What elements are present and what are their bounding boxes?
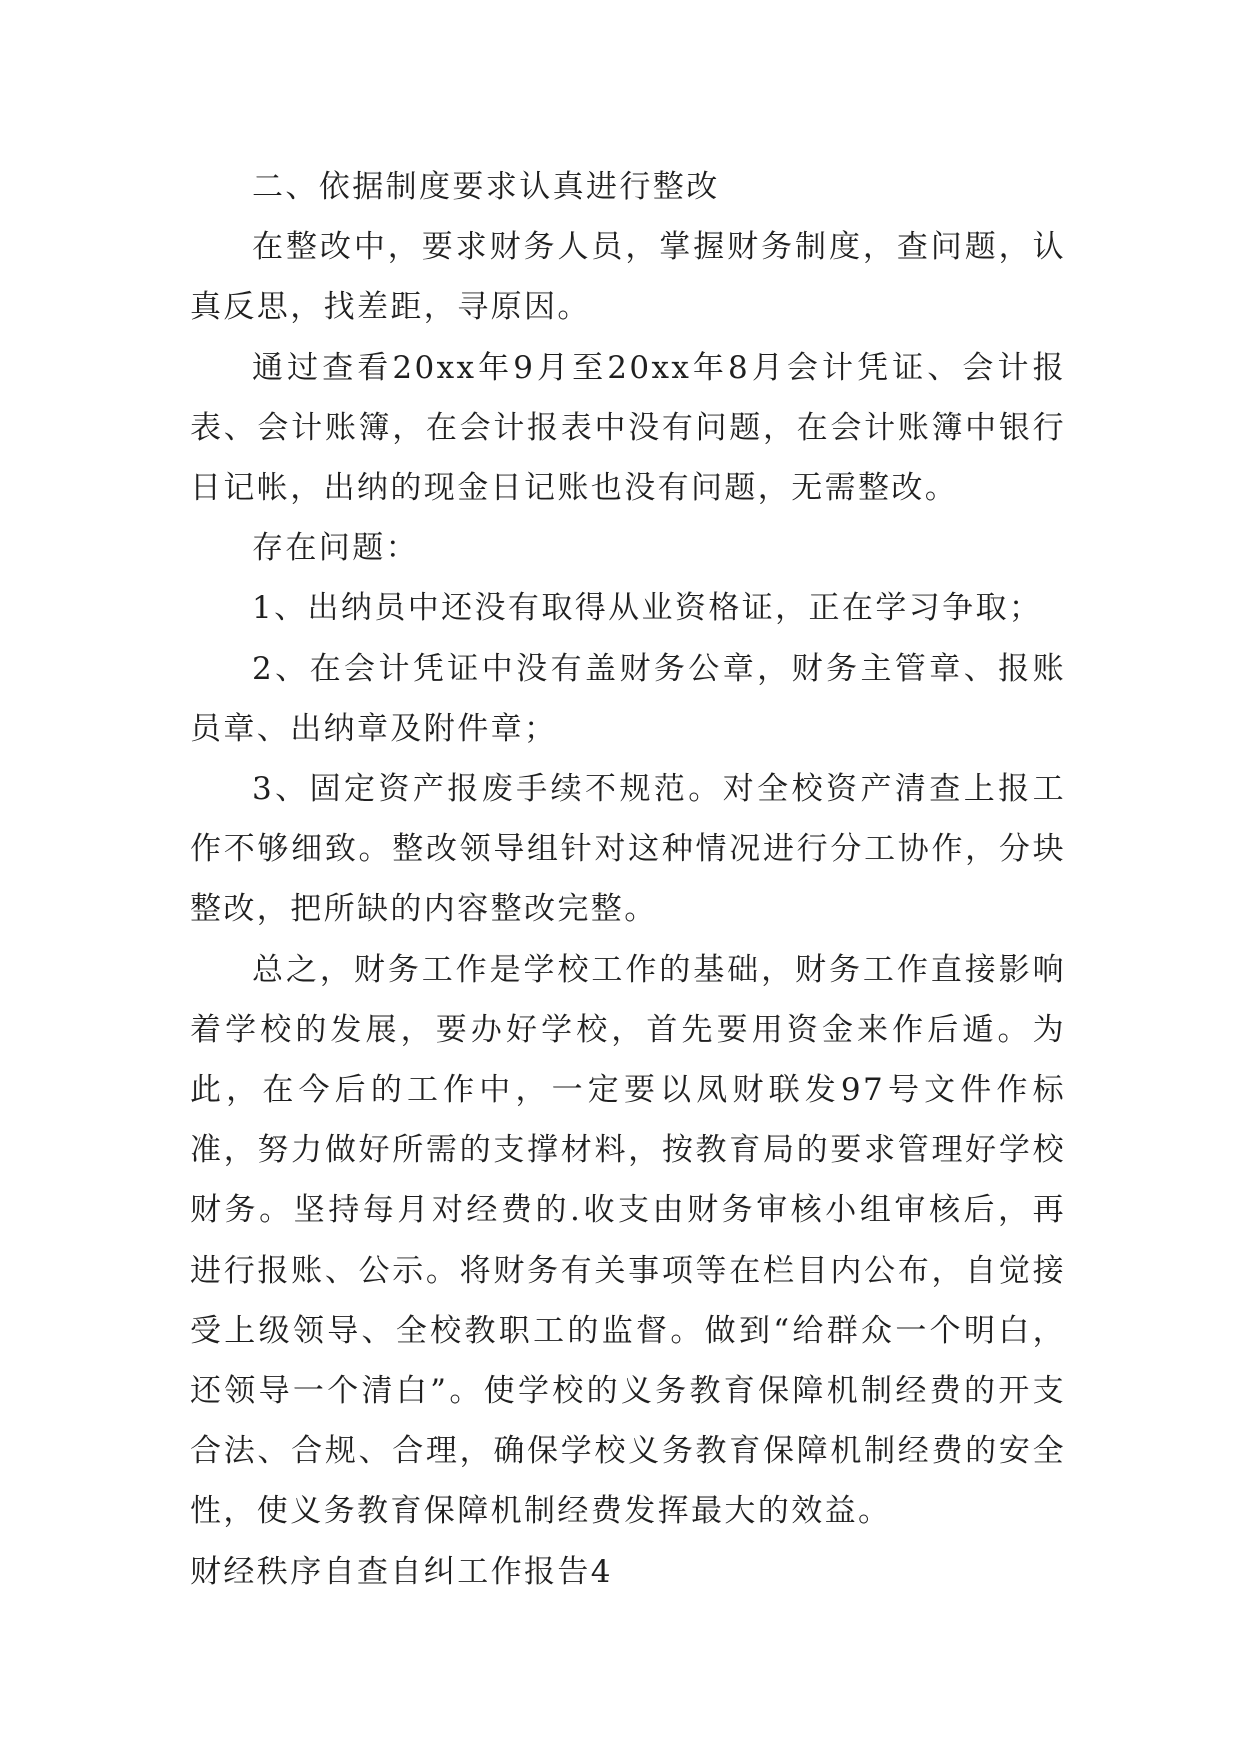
next-section-title: 财经秩序自查自纠工作报告4	[190, 1553, 613, 1590]
section-heading: 二、依据制度要求认真进行整改	[252, 169, 720, 205]
paragraph: 总之，财务工作是学校工作的基础，财务工作直接影响着学校的发展，要办好学校，首先要用资金来作后遁。为此，在今后的工作中，一定要以凤财联发97号文件作标准，努力做好所需的支撑材料，按教育局的要求管理好学校财务。坚持每月对经费的.收支由财务审核小组审核后，再进行报账、公示。将财务有关事项等在栏目内公布，自觉接受上级领导、全校教职工的监督。做到“给群众一个明白，还领导一个清白”。使学校的义务教育保障机制经费的开支合法、合规、合理，确保学校义务教育保障机制经费的安全性，使义务教育保障机制经费发挥最大的效益。	[190, 951, 1066, 1530]
document-body	[190, 157, 1066, 1602]
list-item: 2、在会计凭证中没有盖财务公章，财务主管章、报账员章、出纳章及附件章；	[190, 650, 1066, 747]
list-item: 3、固定资产报废手续不规范。对全校资产清查上报工作不够细致。整改领导组针对这种情况进行分工协作，分块整改，把所缺的内容整改完整。	[190, 771, 1066, 928]
paragraph: 存在问题：	[252, 530, 419, 567]
list-item: 1、出纳员中还没有取得从业资格证，正在学习争取；	[252, 590, 1043, 627]
paragraph: 在整改中，要求财务人员，掌握财务制度，查问题，认真反思，找差距，寻原因。	[190, 229, 1066, 326]
paragraph: 通过查看20xx年9月至20xx年8月会计凭证、会计报表、会计账簿，在会计报表中没有问题，在会计账簿中银行日记帐，出纳的现金日记账也没有问题，无需整改。	[190, 349, 1066, 507]
